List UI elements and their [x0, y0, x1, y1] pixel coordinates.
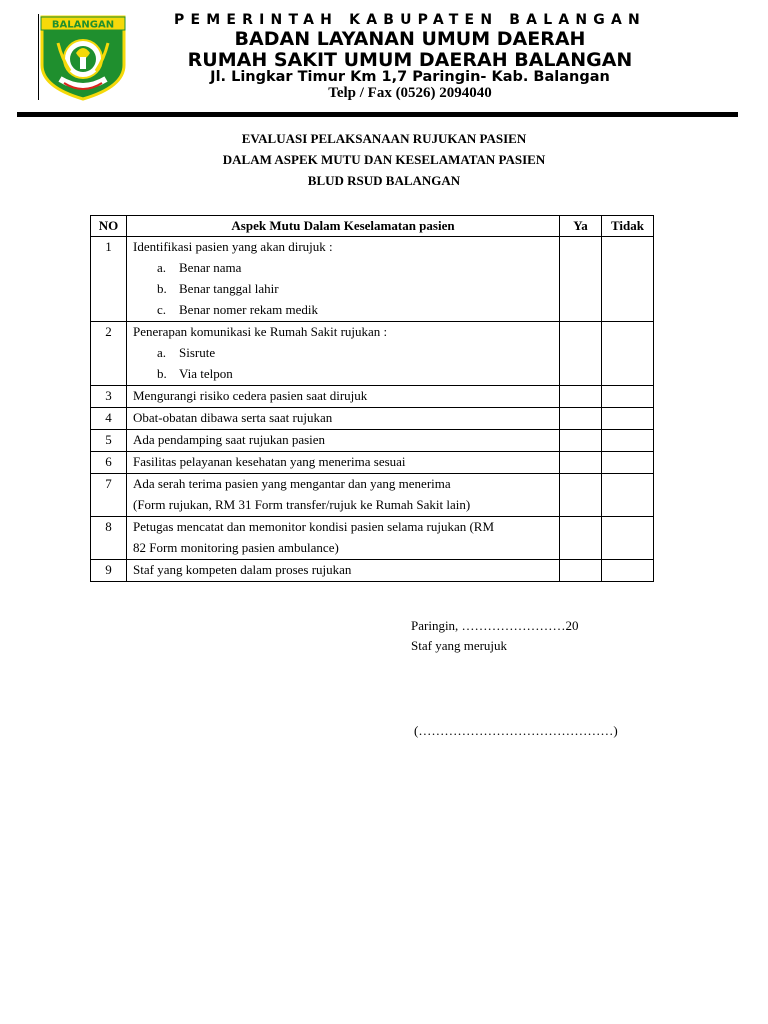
aspect-cell — [127, 517, 560, 560]
ya-checkbox-cell[interactable] — [560, 517, 602, 560]
header-tidak: Tidak — [602, 216, 654, 237]
evaluation-checklist-table — [90, 215, 654, 582]
kop-phone: Telp / Fax (0526) 2094040 — [328, 85, 492, 101]
ya-checkbox-cell[interactable] — [560, 408, 602, 430]
tidak-checkbox-cell[interactable] — [602, 237, 654, 322]
row-number: 1 — [105, 239, 112, 254]
aspect-cell — [127, 474, 560, 517]
sub-item-letter: b. — [157, 281, 167, 296]
row-number: 7 — [105, 476, 112, 491]
sub-item-text: Benar tanggal lahir — [179, 281, 279, 296]
row-number-cell — [91, 322, 127, 386]
aspect-text: (Form rujukan, RM 31 Form transfer/rujuk ke Rumah Sakit lain) — [133, 497, 471, 512]
sub-item-text: Sisrute — [179, 345, 216, 360]
aspect-cell — [127, 386, 560, 408]
sub-item-text: Benar nama — [179, 260, 242, 275]
aspect-sub-item — [127, 279, 559, 300]
ya-checkbox-cell[interactable] — [560, 430, 602, 452]
row-number-cell — [91, 237, 127, 322]
sub-item-letter: b. — [157, 366, 167, 381]
table-row — [91, 322, 654, 386]
aspect-text: 82 Form monitoring pasien ambulance) — [133, 540, 339, 555]
table-row — [91, 560, 654, 582]
row-number: 6 — [105, 454, 112, 469]
row-number: 4 — [105, 410, 112, 425]
sub-item-letter: a. — [157, 345, 167, 360]
aspect-text: Obat-obatan dibawa serta saat rujukan — [133, 410, 333, 425]
tidak-checkbox-cell[interactable] — [602, 474, 654, 517]
aspect-cell — [127, 560, 560, 582]
ya-checkbox-cell[interactable] — [560, 474, 602, 517]
row-number: 9 — [105, 562, 112, 577]
sub-item-text: Benar nomer rekam medik — [179, 302, 318, 317]
emblem-lettering: BALANGAN — [51, 19, 115, 31]
signature-place-date: Paringin, ……………………20 — [411, 618, 579, 633]
ya-checkbox-cell[interactable] — [560, 386, 602, 408]
row-number-cell — [91, 517, 127, 560]
aspect-cell — [127, 237, 560, 322]
kop-agency-name: BADAN LAYANAN UMUM DAERAH — [234, 28, 586, 50]
balangan-emblem-icon — [36, 13, 130, 101]
tidak-checkbox-cell[interactable] — [602, 430, 654, 452]
aspect-text: Penerapan komunikasi ke Rumah Sakit rujukan : — [133, 324, 388, 339]
header-ya: Ya — [560, 216, 602, 237]
signature-name-line: (………………………………………) — [414, 723, 618, 738]
sub-item-letter: a. — [157, 260, 167, 275]
row-number-cell — [91, 452, 127, 474]
row-number: 2 — [105, 324, 112, 339]
aspect-cell — [127, 322, 560, 386]
document-title-line-2: DALAM ASPEK MUTU DAN KESELAMATAN PASIEN — [222, 152, 546, 167]
table-row — [91, 517, 654, 560]
row-number-cell — [91, 474, 127, 517]
table-row — [91, 408, 654, 430]
aspect-text: Ada serah terima pasien yang mengantar dan yang menerima — [133, 476, 451, 491]
kop-divider — [17, 112, 738, 117]
tidak-checkbox-cell[interactable] — [602, 386, 654, 408]
document-title-line-1: EVALUASI PELAKSANAAN RUJUKAN PASIEN — [241, 131, 527, 146]
aspect-text: Petugas mencatat dan memonitor kondisi pasien selama rujukan (RM — [133, 519, 495, 534]
table-row — [91, 430, 654, 452]
header-no: NO — [91, 216, 127, 237]
table-row — [91, 237, 654, 322]
aspect-sub-item — [127, 258, 559, 279]
ya-checkbox-cell[interactable] — [560, 237, 602, 322]
sub-item-text: Via telpon — [179, 366, 233, 381]
table-row — [91, 474, 654, 517]
aspect-sub-item — [127, 364, 559, 385]
kop-hospital-name: RUMAH SAKIT UMUM DAERAH BALANGAN — [187, 49, 633, 71]
aspect-cell — [127, 430, 560, 452]
document-title-line-3: BLUD RSUD BALANGAN — [307, 173, 461, 188]
row-number-cell — [91, 408, 127, 430]
table-header-row — [91, 216, 654, 237]
tidak-checkbox-cell[interactable] — [602, 517, 654, 560]
aspect-text: Staf yang kompeten dalam proses rujukan — [133, 562, 352, 577]
aspect-sub-item — [127, 343, 559, 364]
aspect-text: Mengurangi risiko cedera pasien saat dirujuk — [133, 388, 368, 403]
ya-checkbox-cell[interactable] — [560, 322, 602, 386]
aspect-cell — [127, 408, 560, 430]
row-number: 3 — [105, 388, 112, 403]
row-number-cell — [91, 386, 127, 408]
table-row — [91, 386, 654, 408]
row-number-cell — [91, 560, 127, 582]
tidak-checkbox-cell[interactable] — [602, 408, 654, 430]
aspect-text: Identifikasi pasien yang akan dirujuk : — [133, 239, 333, 254]
kop-government-name: PEMERINTAH KABUPATEN BALANGAN — [174, 12, 646, 28]
tidak-checkbox-cell[interactable] — [602, 322, 654, 386]
aspect-sub-item — [127, 300, 559, 321]
aspect-cell — [127, 452, 560, 474]
row-number: 8 — [105, 519, 112, 534]
table-row — [91, 452, 654, 474]
ya-checkbox-cell[interactable] — [560, 560, 602, 582]
row-number: 5 — [105, 432, 112, 447]
header-aspect: Aspek Mutu Dalam Keselamatan pasien — [127, 216, 560, 237]
signature-role: Staf yang merujuk — [411, 638, 508, 653]
ya-checkbox-cell[interactable] — [560, 452, 602, 474]
aspect-text: Ada pendamping saat rujukan pasien — [133, 432, 326, 447]
aspect-text: Fasilitas pelayanan kesehatan yang menerima sesuai — [133, 454, 406, 469]
table-body — [91, 237, 654, 582]
kop-address: Jl. Lingkar Timur Km 1,7 Paringin- Kab. Balangan — [210, 69, 610, 85]
tidak-checkbox-cell[interactable] — [602, 452, 654, 474]
tidak-checkbox-cell[interactable] — [602, 560, 654, 582]
row-number-cell — [91, 430, 127, 452]
sub-item-letter: c. — [157, 302, 167, 317]
